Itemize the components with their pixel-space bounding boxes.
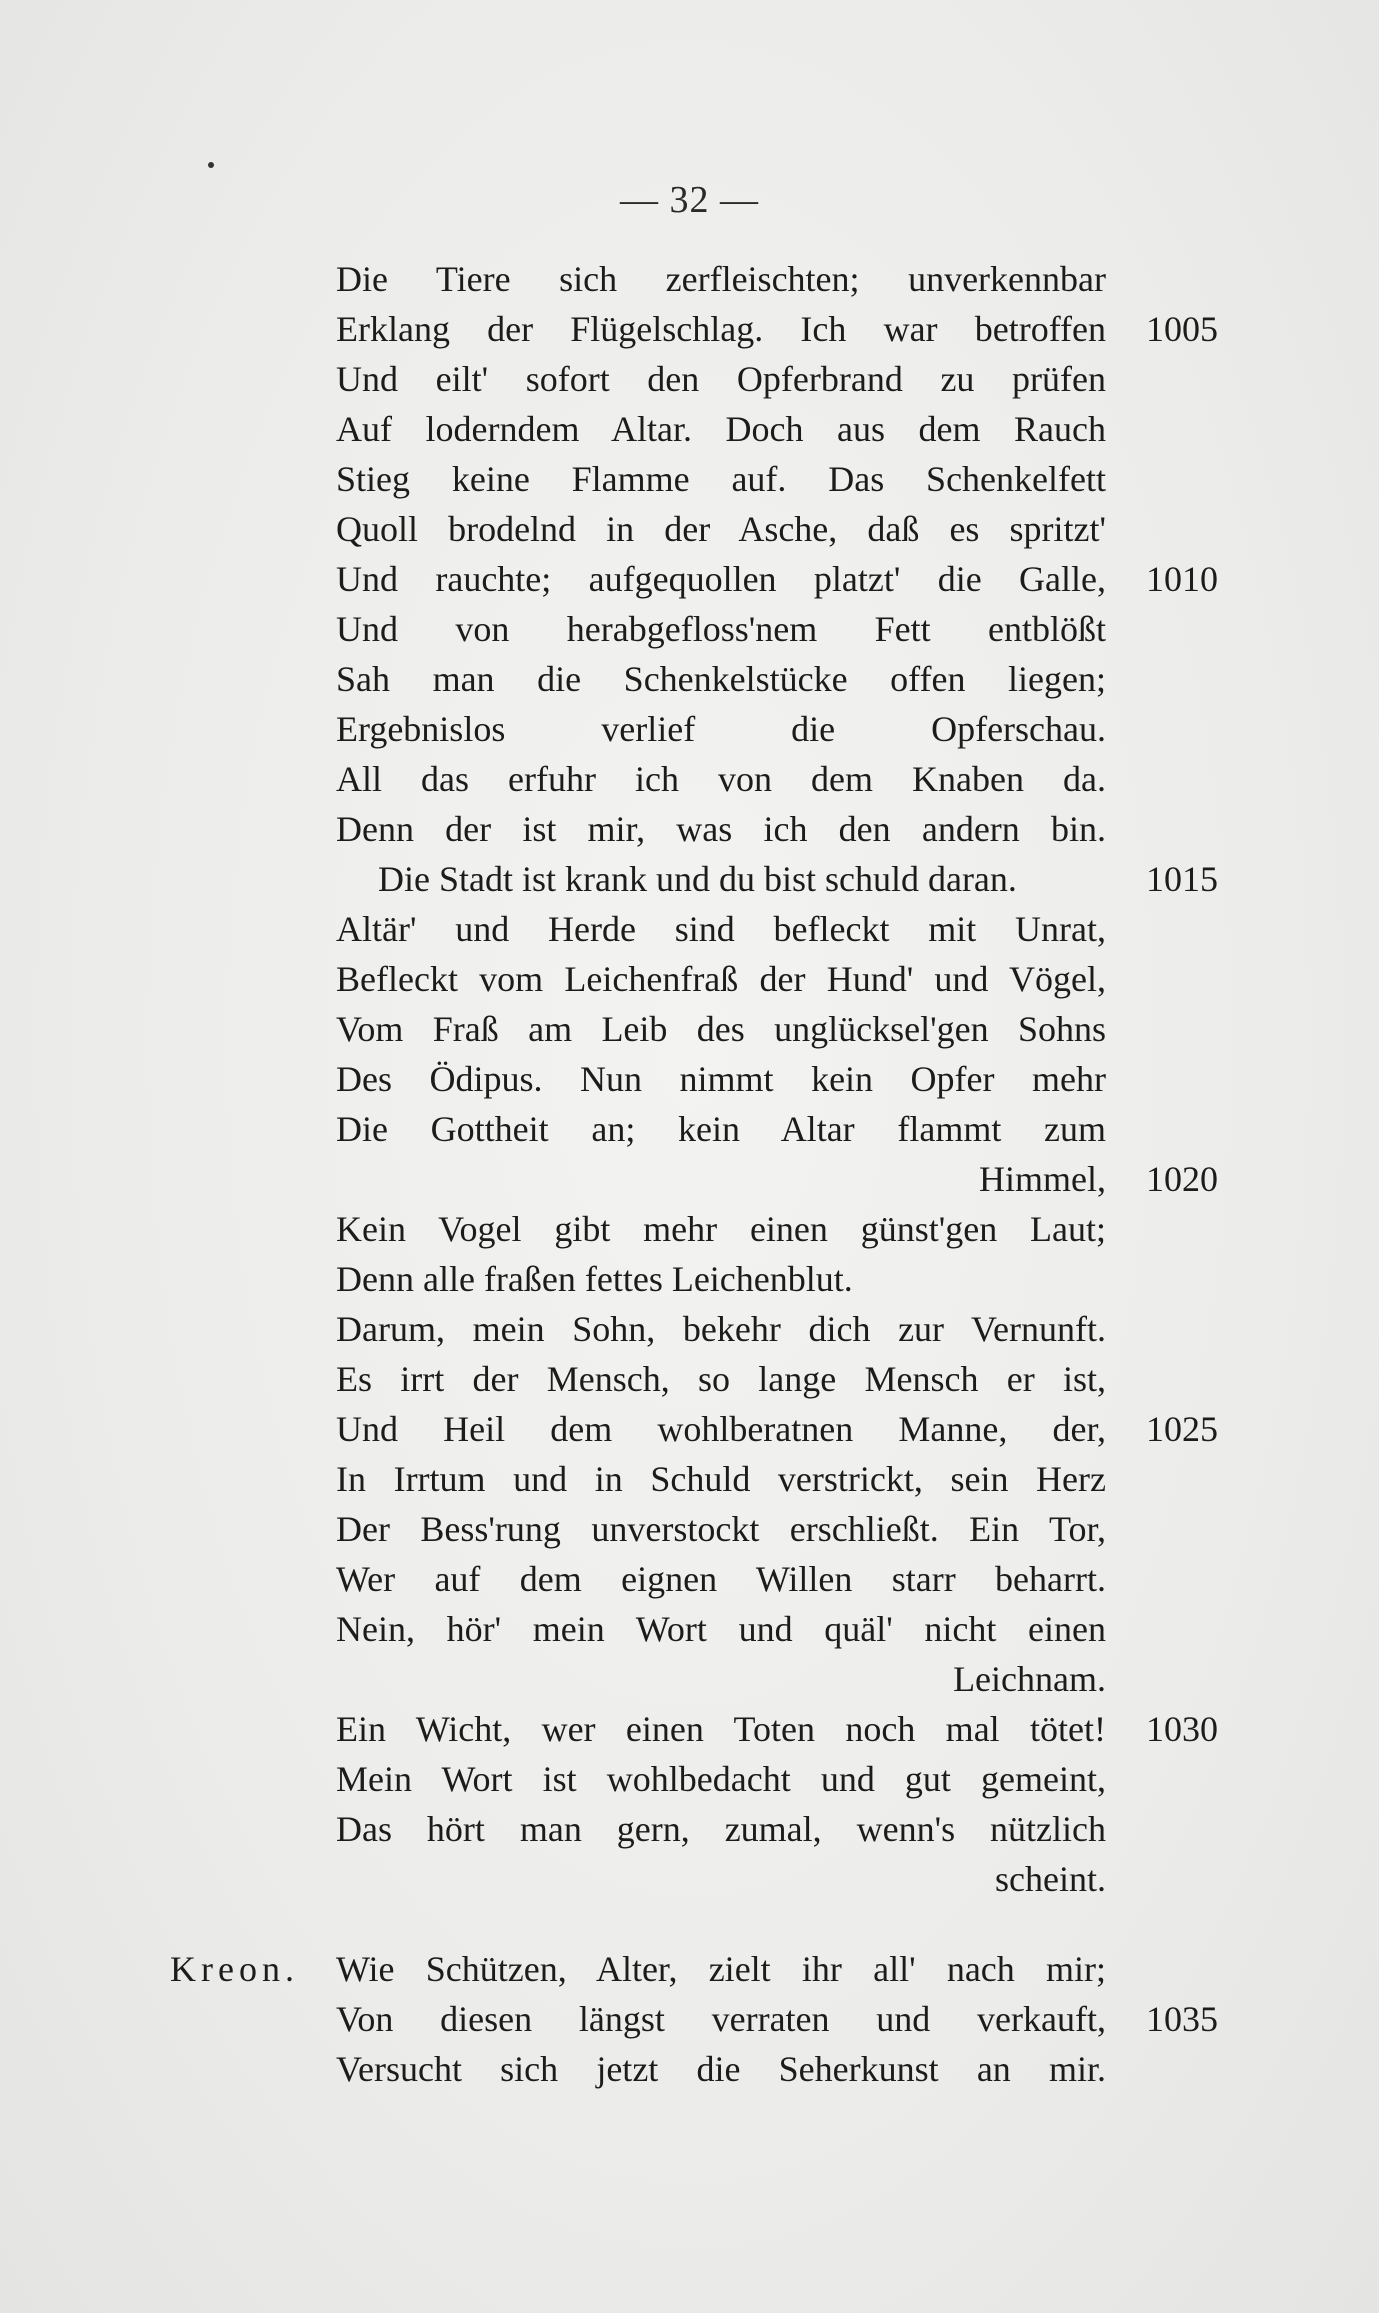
verse-line	[336, 1805, 1106, 1853]
ink-speck	[208, 162, 214, 168]
verse-line	[336, 1455, 1106, 1503]
verse-line	[336, 455, 1106, 503]
verse-line	[336, 705, 1106, 753]
speaker-label: Kreon.	[170, 1949, 299, 1989]
verse-text: Darum, mein Sohn, bekehr dich zur Vernunft.	[336, 1309, 1106, 1349]
verse-line	[336, 1945, 1106, 1993]
verse-text: Der Bess'rung unverstockt erschließt. Ein Tor,	[336, 1509, 1106, 1549]
verse-line	[336, 1505, 1106, 1553]
verse-line	[336, 905, 1106, 953]
verse-text: Ergebnislos verlief die Opferschau.	[336, 709, 1106, 749]
verse-text: Erklang der Flügelschlag. Ich war betroffen	[336, 309, 1106, 349]
verse-line	[336, 1995, 1106, 2043]
verse-text: Und Heil dem wohlberatnen Manne, der,	[336, 1409, 1106, 1449]
verse-text: Ein Wicht, wer einen Toten noch mal tötet!	[336, 1709, 1106, 1749]
verse-text: Leichnam.	[953, 1659, 1106, 1699]
verse-text: Versucht sich jetzt die Seherkunst an mir.	[336, 2049, 1106, 2089]
verse-text: Vom Fraß am Leib des unglücksel'gen Sohns	[336, 1009, 1106, 1049]
verse-line	[336, 1155, 1106, 1203]
line-number: 1030	[1146, 1709, 1218, 1749]
line-number: 1035	[1146, 1999, 1218, 2039]
verse-line	[336, 1755, 1106, 1803]
verse-line	[336, 1055, 1106, 1103]
verse-text: Und rauchte; aufgequollen platzt' die Galle,	[336, 559, 1106, 599]
verse-line	[336, 1305, 1106, 1353]
verse-line	[336, 405, 1106, 453]
verse-text: Die Tiere sich zerfleischten; unverkennbar	[336, 259, 1106, 299]
verse-text: Wie Schützen, Alter, zielt ihr all' nach mir;	[336, 1949, 1106, 1989]
verse-line	[336, 305, 1106, 353]
verse-text: Denn alle fraßen fettes Leichenblut.	[336, 1259, 853, 1299]
line-number: 1015	[1146, 859, 1218, 899]
verse-text: Denn der ist mir, was ich den andern bin.	[336, 809, 1106, 849]
verse-text: Die Stadt ist krank und du bist schuld daran.	[378, 859, 1017, 899]
verse-line	[336, 1105, 1106, 1153]
verse-text: scheint.	[995, 1859, 1106, 1899]
verse-line	[336, 755, 1106, 803]
verse-line	[336, 1355, 1106, 1403]
verse-text: Stieg keine Flamme auf. Das Schenkelfett	[336, 459, 1106, 499]
verse-text: Wer auf dem eignen Willen starr beharrt.	[336, 1559, 1106, 1599]
verse-line	[336, 955, 1106, 1003]
verse-text: Des Ödipus. Nun nimmt kein Opfer mehr	[336, 1059, 1106, 1099]
verse-line	[336, 1555, 1106, 1603]
page-number: — 32 —	[620, 179, 759, 221]
verse-line	[336, 1705, 1106, 1753]
verse-text: Das hört man gern, zumal, wenn's nützlich	[336, 1809, 1106, 1849]
verse-text: Auf loderndem Altar. Doch aus dem Rauch	[336, 409, 1106, 449]
line-number: 1005	[1146, 309, 1218, 349]
verse-line	[336, 505, 1106, 553]
verse-line	[336, 1605, 1106, 1653]
verse-line	[336, 555, 1106, 603]
verse-text: Quoll brodelnd in der Asche, daß es spritzt'	[336, 509, 1106, 549]
verse-text: Altär' und Herde sind befleckt mit Unrat,	[336, 909, 1106, 949]
line-number: 1020	[1146, 1159, 1218, 1199]
verse-text: Die Gottheit an; kein Altar flammt zum	[336, 1109, 1106, 1149]
verse-text: Himmel,	[979, 1159, 1106, 1199]
verse-line	[336, 355, 1106, 403]
verse-line	[336, 1255, 1106, 1303]
verse-line	[336, 805, 1106, 853]
verse-text: Und von herabgefloss'nem Fett entblößt	[336, 609, 1106, 649]
verse-text: All das erfuhr ich von dem Knaben da.	[336, 759, 1106, 799]
verse-text: Mein Wort ist wohlbedacht und gut gemeint,	[336, 1759, 1106, 1799]
verse-line	[336, 255, 1106, 303]
verse-line	[336, 1405, 1106, 1453]
verse-line	[336, 1655, 1106, 1703]
verse-line	[336, 2045, 1106, 2093]
verse-text: Sah man die Schenkelstücke offen liegen;	[336, 659, 1106, 699]
verse-line	[336, 1205, 1106, 1253]
verse-text: Befleckt vom Leichenfraß der Hund' und Vögel,	[336, 959, 1106, 999]
line-number: 1025	[1146, 1409, 1218, 1449]
line-number: 1010	[1146, 559, 1218, 599]
verse-line	[336, 1855, 1106, 1903]
verse-line	[336, 655, 1106, 703]
verse-text: Nein, hör' mein Wort und quäl' nicht einen	[336, 1609, 1106, 1649]
verse-line	[336, 1005, 1106, 1053]
verse-text: Und eilt' sofort den Opferbrand zu prüfen	[336, 359, 1106, 399]
verse-text: Es irrt der Mensch, so lange Mensch er ist,	[336, 1359, 1106, 1399]
verse-text: Von diesen längst verraten und verkauft,	[336, 1999, 1106, 2039]
verse-line	[336, 855, 1106, 903]
verse-line	[336, 605, 1106, 653]
verse-text: In Irrtum und in Schuld verstrickt, sein Herz	[336, 1459, 1106, 1499]
verse-text: Kein Vogel gibt mehr einen günst'gen Laut;	[336, 1209, 1106, 1249]
